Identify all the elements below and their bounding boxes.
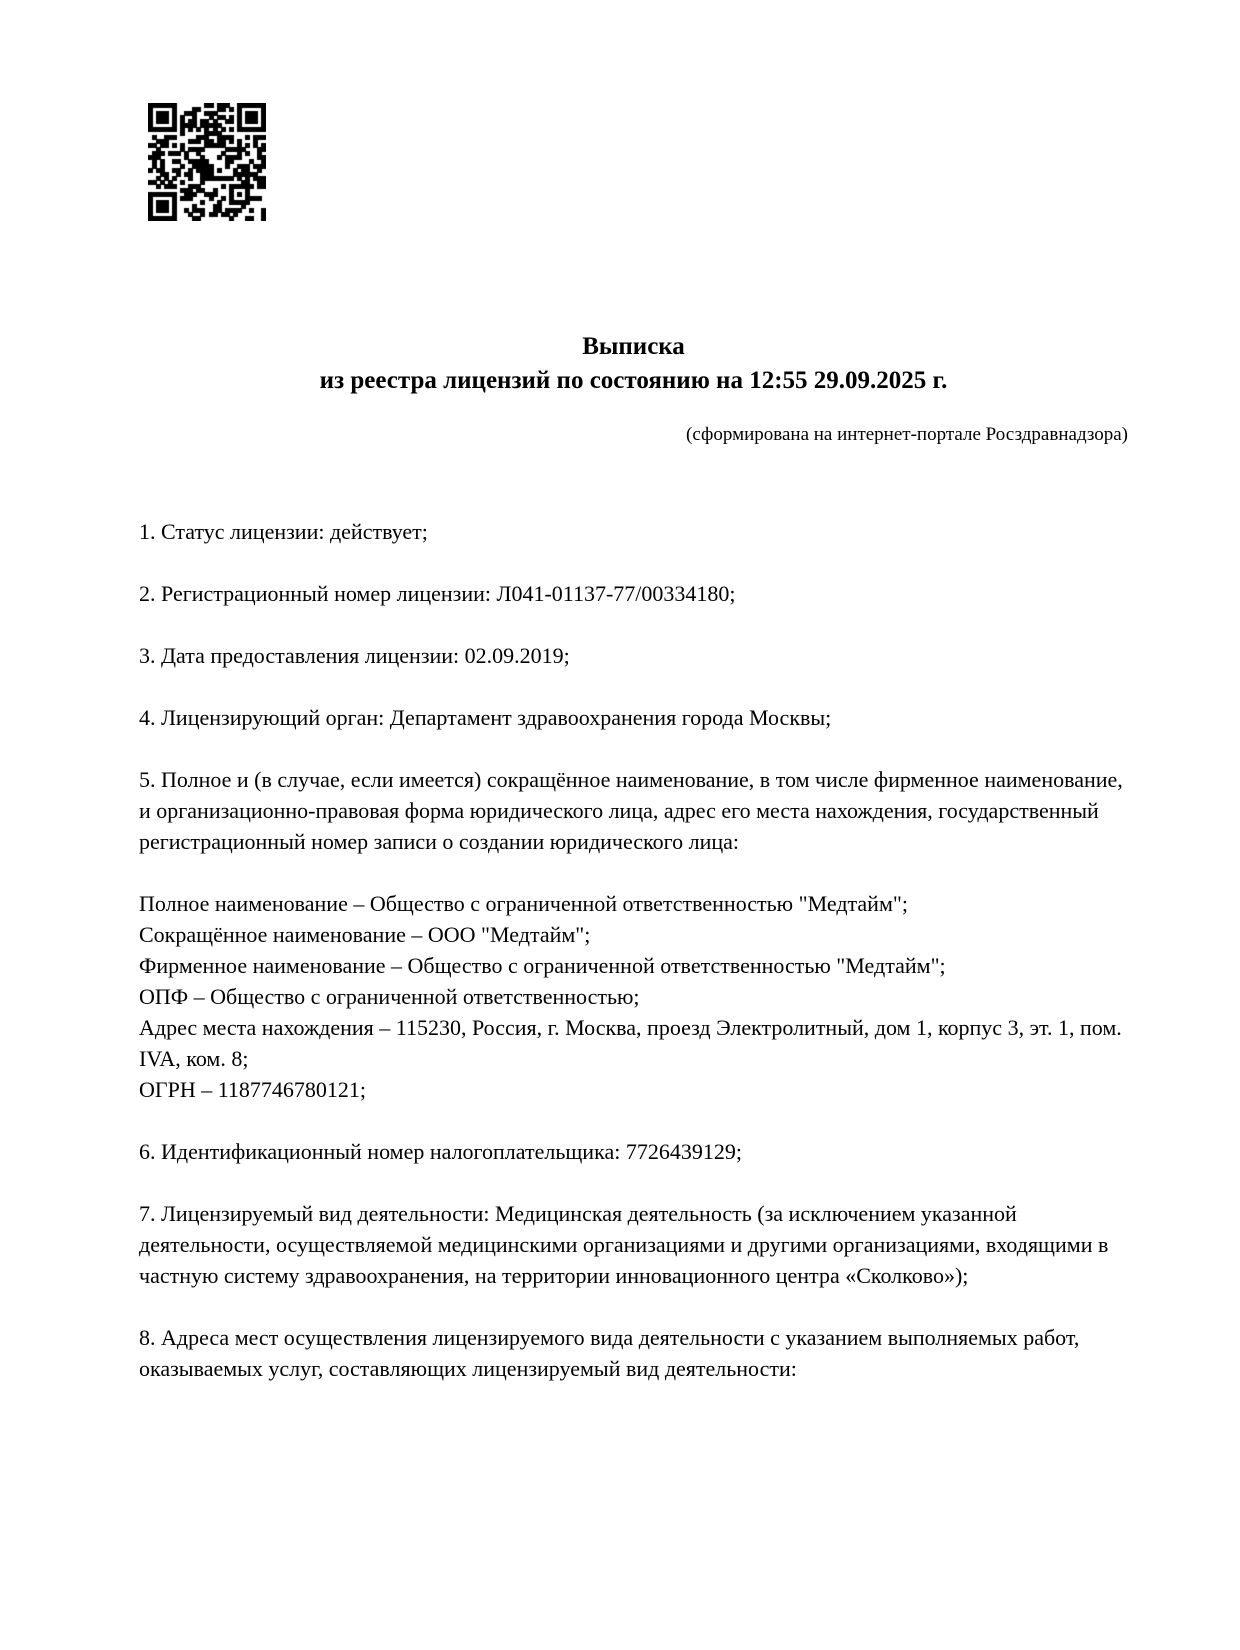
short-name-line: Сокращённое наименование – ООО "Медтайм";	[139, 922, 591, 947]
license-date: 3. Дата предоставления лицензии: 02.09.2019;	[139, 643, 570, 668]
organization-details	[139, 888, 1128, 1105]
title-line-2: из реестра лицензий по состоянию на 12:55 29.09.2025 г.	[319, 367, 948, 394]
licensed-activity: 7. Лицензируемый вид деятельности: Медицинская деятельность (за исключением указанной деятельности, осуществляемой медицинскими организациями и другими организациями, входящими в частную систему здравоохранения, на территории инновационного центра «Сколково»);	[139, 1201, 1109, 1288]
ogrn-line: ОГРН – 1187746780121;	[139, 1077, 367, 1102]
taxpayer-number: 6. Идентификационный номер налогоплательщика: 7726439129;	[139, 1139, 742, 1164]
licensing-authority: 4. Лицензирующий орган: Департамент здравоохранения города Москвы;	[139, 705, 832, 730]
title-line-1: Выписка	[582, 333, 685, 360]
registration-number: 2. Регистрационный номер лицензии: Л041-01137-77/00334180;	[139, 581, 736, 606]
full-name-line: Полное наименование – Общество с ограниченной ответственностью "Медтайм";	[139, 891, 908, 916]
brand-name-line: Фирменное наименование – Общество с ограниченной ответственностью "Медтайм";	[139, 953, 946, 978]
formation-note: (сформирована на интернет-портале Росздравнадзора)	[686, 424, 1128, 445]
organization-info-heading: 5. Полное и (в случае, если имеется) сокращённое наименование, в том числе фирменное наименование, и организационно-правовая форма юридического лица, адрес его места нахождения, государственный регистрационный номер записи о создании юридического лица:	[139, 767, 1123, 854]
activity-addresses-heading: 8. Адреса мест осуществления лицензируемого вида деятельности с указанием выполняемых работ, оказываемых услуг, составляющих лицензируемый вид деятельности:	[139, 1325, 1080, 1381]
license-status: 1. Статус лицензии: действует;	[139, 519, 428, 544]
address-line: Адрес места нахождения – 115230, Россия, г. Москва, проезд Электролитный, дом 1, корпус 3, эт. 1, пом. IVA, ком. 8;	[139, 1015, 1122, 1071]
document-content	[139, 0, 1128, 1415]
legal-form-line: ОПФ – Общество с ограниченной ответственностью;	[139, 984, 640, 1009]
document-title	[139, 330, 1128, 398]
